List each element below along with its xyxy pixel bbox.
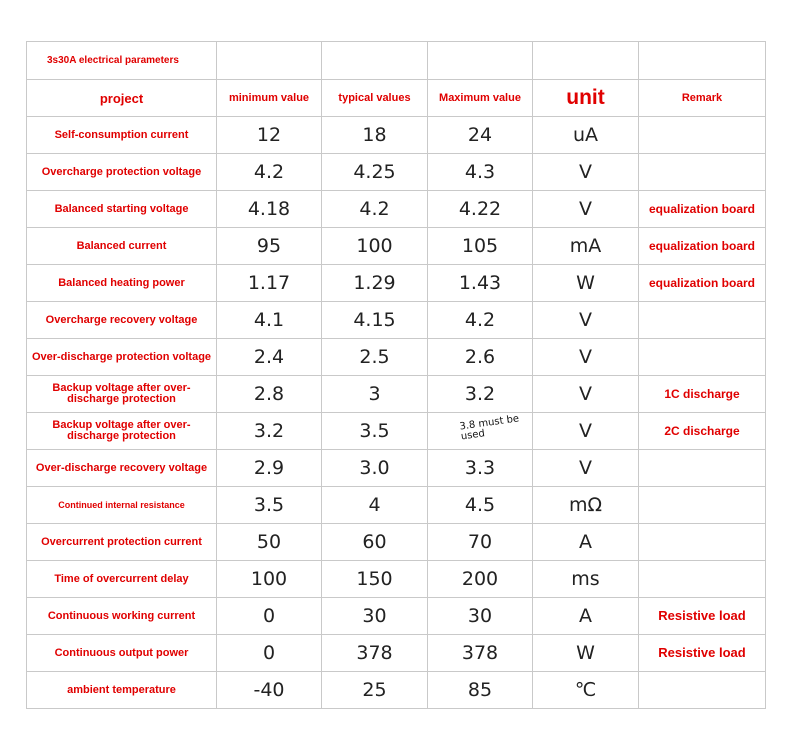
- minimum-value: -40: [217, 672, 322, 709]
- unit-value: V: [533, 154, 639, 191]
- typical-value: 3: [322, 376, 428, 413]
- minimum-value: 100: [217, 561, 322, 598]
- parameter-name: Balanced current: [27, 228, 217, 265]
- unit-value: V: [533, 413, 639, 450]
- maximum-value: 85: [428, 672, 533, 709]
- parameter-name: Over-discharge recovery voltage: [27, 450, 217, 487]
- header-maximum: Maximum value: [428, 80, 533, 117]
- typical-value: 150: [322, 561, 428, 598]
- typical-value: 18: [322, 117, 428, 154]
- minimum-value: 1.17: [217, 265, 322, 302]
- maximum-value: 105: [428, 228, 533, 265]
- remark-value: [639, 672, 766, 709]
- header-remark: Remark: [639, 80, 766, 117]
- minimum-value: 4.18: [217, 191, 322, 228]
- unit-value: W: [533, 635, 639, 672]
- typical-value: 3.5: [322, 413, 428, 450]
- remark-value: [639, 524, 766, 561]
- remark-value: [639, 487, 766, 524]
- table-row: [27, 154, 766, 191]
- header-minimum: minimum value: [217, 80, 322, 117]
- parameter-name: ambient temperature: [27, 672, 217, 709]
- minimum-value: 3.2: [217, 413, 322, 450]
- table-row: [27, 117, 766, 154]
- unit-value: ℃: [533, 672, 639, 709]
- remark-value: [639, 339, 766, 376]
- unit-value: mA: [533, 228, 639, 265]
- minimum-value: 0: [217, 635, 322, 672]
- maximum-value: 4.5: [428, 487, 533, 524]
- maximum-value: 4.3: [428, 154, 533, 191]
- remark-value: [639, 154, 766, 191]
- table-row: [27, 413, 766, 450]
- table-row: [27, 561, 766, 598]
- typical-value: 3.0: [322, 450, 428, 487]
- remark-value: [639, 302, 766, 339]
- minimum-value: 2.4: [217, 339, 322, 376]
- header-project: project: [27, 80, 217, 117]
- maximum-value: 200: [428, 561, 533, 598]
- remark-value: equalization board: [639, 228, 766, 265]
- maximum-value: 24: [428, 117, 533, 154]
- maximum-value: [428, 413, 533, 450]
- maximum-value: 1.43: [428, 265, 533, 302]
- handwritten-note: 3.8 must be used: [458, 413, 520, 443]
- table-row: [27, 598, 766, 635]
- table-row: [27, 376, 766, 413]
- parameter-name: Balanced heating power: [27, 265, 217, 302]
- parameter-name: Balanced starting voltage: [27, 191, 217, 228]
- maximum-value: 2.6: [428, 339, 533, 376]
- title-row: [27, 42, 766, 80]
- table-row: [27, 487, 766, 524]
- unit-value: mΩ: [533, 487, 639, 524]
- unit-value: V: [533, 339, 639, 376]
- typical-value: 4.25: [322, 154, 428, 191]
- remark-value: [639, 450, 766, 487]
- unit-value: ms: [533, 561, 639, 598]
- maximum-value: 4.2: [428, 302, 533, 339]
- minimum-value: 0: [217, 598, 322, 635]
- remark-value: equalization board: [639, 191, 766, 228]
- remark-value: Resistive load: [639, 635, 766, 672]
- minimum-value: 2.8: [217, 376, 322, 413]
- table-row: [27, 339, 766, 376]
- parameter-name: Time of overcurrent delay: [27, 561, 217, 598]
- table-row: [27, 191, 766, 228]
- table-row: [27, 265, 766, 302]
- parameter-name: Overcurrent protection current: [27, 524, 217, 561]
- typical-value: 25: [322, 672, 428, 709]
- minimum-value: 4.1: [217, 302, 322, 339]
- header-unit: unit: [533, 80, 639, 117]
- minimum-value: 4.2: [217, 154, 322, 191]
- remark-value: 2C discharge: [639, 413, 766, 450]
- unit-value: V: [533, 191, 639, 228]
- unit-value: V: [533, 450, 639, 487]
- unit-value: uA: [533, 117, 639, 154]
- maximum-value: 30: [428, 598, 533, 635]
- typical-value: 4.15: [322, 302, 428, 339]
- typical-value: 4.2: [322, 191, 428, 228]
- table-title: 3s30A electrical parameters: [27, 42, 217, 80]
- typical-value: 1.29: [322, 265, 428, 302]
- typical-value: 60: [322, 524, 428, 561]
- table-row: [27, 635, 766, 672]
- typical-value: 30: [322, 598, 428, 635]
- remark-value: equalization board: [639, 265, 766, 302]
- maximum-value: 3.3: [428, 450, 533, 487]
- minimum-value: 12: [217, 117, 322, 154]
- header-typical: typical values: [322, 80, 428, 117]
- electrical-parameters-table: [26, 41, 766, 709]
- parameter-name: Backup voltage after over-discharge protection: [27, 413, 217, 450]
- minimum-value: 50: [217, 524, 322, 561]
- parameter-name: Self-consumption current: [27, 117, 217, 154]
- table-row: [27, 672, 766, 709]
- typical-value: 100: [322, 228, 428, 265]
- remark-value: [639, 117, 766, 154]
- unit-value: V: [533, 302, 639, 339]
- maximum-value: 3.2: [428, 376, 533, 413]
- minimum-value: 3.5: [217, 487, 322, 524]
- maximum-value: 4.22: [428, 191, 533, 228]
- parameter-name: Backup voltage after over-discharge protection: [27, 376, 217, 413]
- header-row: [27, 80, 766, 117]
- unit-value: A: [533, 598, 639, 635]
- table-row: [27, 524, 766, 561]
- unit-value: W: [533, 265, 639, 302]
- parameter-name: Continuous output power: [27, 635, 217, 672]
- maximum-value: 378: [428, 635, 533, 672]
- parameter-name: Continuous working current: [27, 598, 217, 635]
- maximum-value: 70: [428, 524, 533, 561]
- remark-value: Resistive load: [639, 598, 766, 635]
- minimum-value: 95: [217, 228, 322, 265]
- remark-value: 1C discharge: [639, 376, 766, 413]
- parameter-name: Over-discharge protection voltage: [27, 339, 217, 376]
- typical-value: 4: [322, 487, 428, 524]
- parameter-name: Overcharge recovery voltage: [27, 302, 217, 339]
- unit-value: A: [533, 524, 639, 561]
- typical-value: 2.5: [322, 339, 428, 376]
- table-row: [27, 228, 766, 265]
- parameter-name: Overcharge protection voltage: [27, 154, 217, 191]
- remark-value: [639, 561, 766, 598]
- minimum-value: 2.9: [217, 450, 322, 487]
- table-row: [27, 450, 766, 487]
- table-row: [27, 302, 766, 339]
- typical-value: 378: [322, 635, 428, 672]
- unit-value: V: [533, 376, 639, 413]
- parameter-name: Continued internal resistance: [27, 487, 217, 524]
